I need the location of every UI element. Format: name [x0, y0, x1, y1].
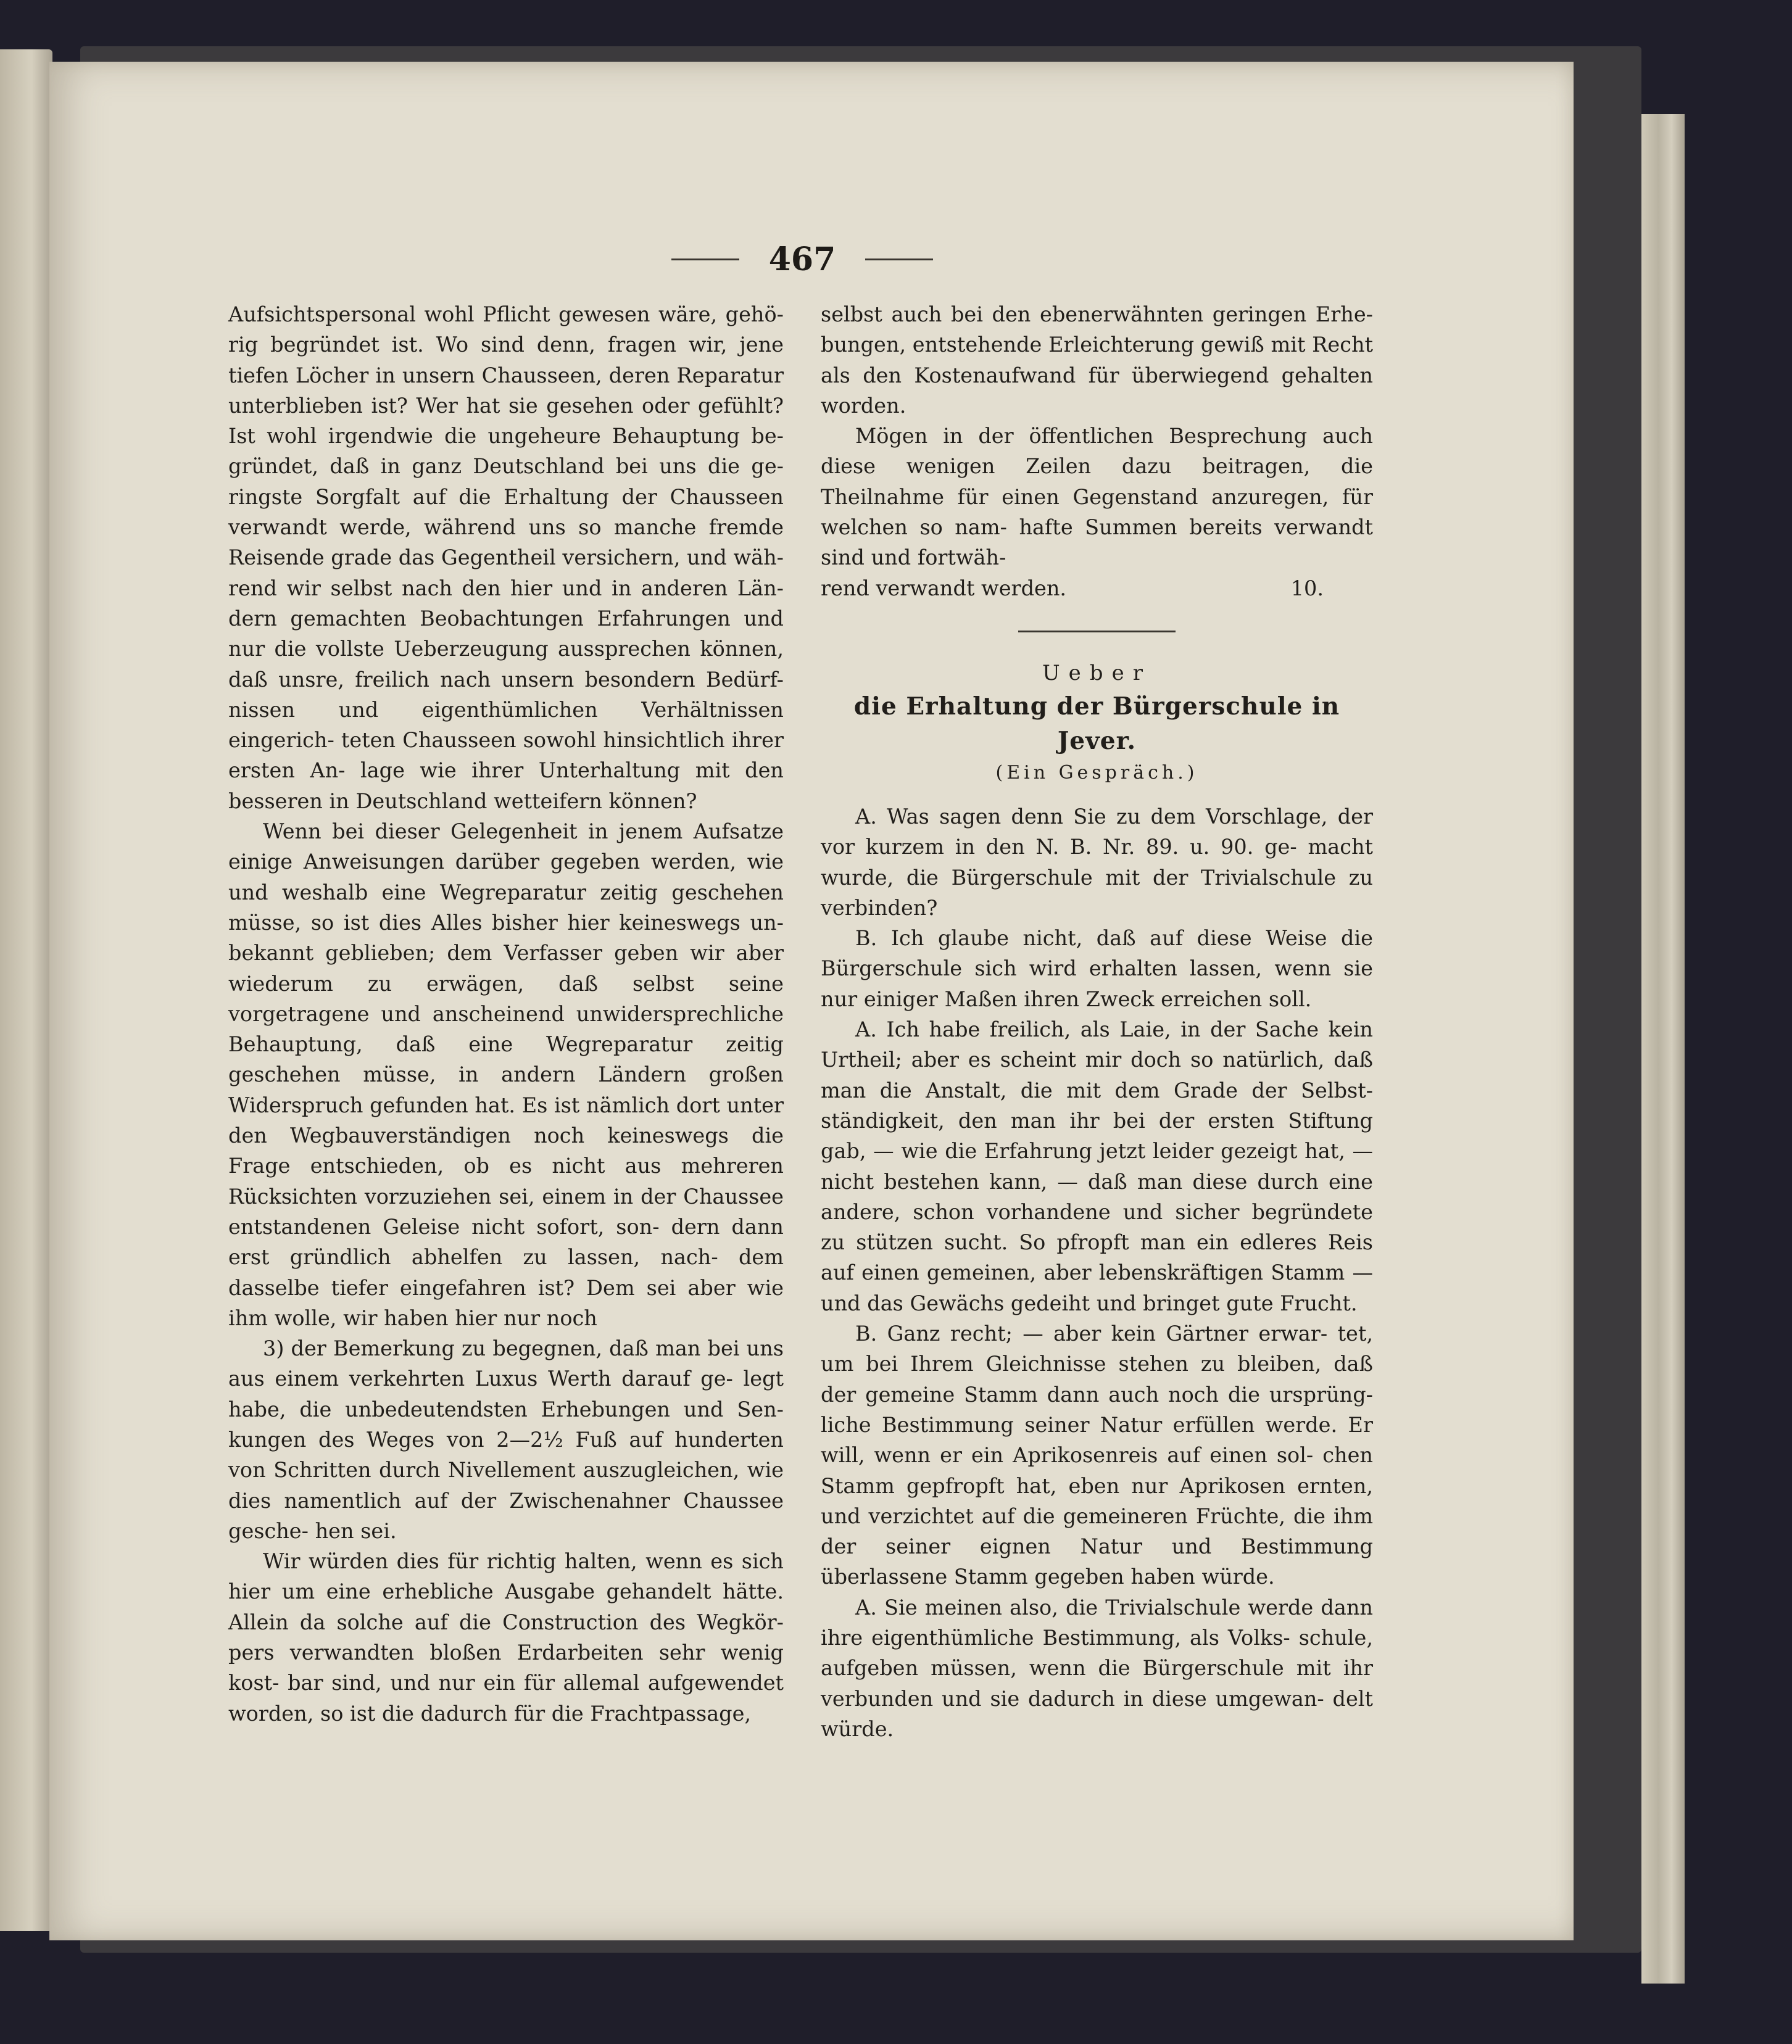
paragraph: selbst auch bei den ebenerwähnten geringen Erhe- bungen, entstehende Erleichterung gewiß mit Recht als den Kostenaufwand für überwiegend gehalten worden.: [821, 302, 1373, 418]
left-column: [228, 299, 784, 1729]
dialogue-paragraph: A. Was sagen denn Sie zu dem Vorschlage, der vor kurzem in den N. B. Nr. 89. u. 90. ge- macht wurde, die Bürgerschule mit der Trivialschule zu verbinden?: [821, 804, 1373, 920]
paragraph-end: rend verwandt werden.: [821, 576, 1067, 600]
facing-page-edge: [0, 49, 52, 1931]
dialogue-paragraph: B. Ich glaube nicht, daß auf diese Weise die Bürgerschule sich wird erhalten lassen, wenn sie nur einiger Maßen ihren Zweck erreichen soll.: [821, 926, 1373, 1011]
paragraph: Wenn bei dieser Gelegenheit in jenem Aufsatze einige Anweisungen darüber gegeben werden, wie und weshalb eine Wegreparatur zeitig geschehen müsse, so ist dies Alles bisher hier keineswegs un- bekannt geblieben; dem Verfasser geben wir aber wiederum zu erwägen, daß selbst seine vorgetragene und anscheinend unwidersprechliche Behauptung, daß eine Wegreparatur zeitig geschehen müsse, in andern Ländern großen Widerspruch gefunden hat. Es ist nämlich dort unter den Wegbauverständigen noch keineswegs die Frage entschieden, ob es nicht aus mehreren Rücksichten vorzuziehen sei, einem in der Chaussee entstandenen Geleise nicht sofort, son- dern dann erst gründlich abhelfen zu lassen, nach- dem dasselbe tiefer eingefahren ist? Dem sei aber wie ihm wolle, wir haben hier nur noch: [228, 819, 784, 1330]
article-subtitle: (Ein Gespräch.): [995, 761, 1198, 784]
dialogue-paragraph: A. Sie meinen also, die Trivialschule werde dann ihre eigenthümliche Bestimmung, als Volks- schule, aufgeben müssen, wenn die Bürgerschule mit ihr verbunden und sie dadurch in diese umgewan- delt würde.: [821, 1595, 1373, 1741]
right-column: [821, 299, 1373, 1744]
paragraph: Mögen in der öffentlichen Besprechung auch diese wenigen Zeilen dazu beitragen, die Theilnahme für einen Gegenstand anzuregen, für welchen so nam- hafte Summen bereits verwandt sind und fortwäh-: [821, 424, 1373, 570]
author-signature: 10.: [1290, 576, 1324, 600]
dialogue-paragraph: B. Ganz recht; — aber kein Gärtner erwar- tet, um bei Ihrem Gleichnisse stehen zu bleiben, daß der gemeine Stamm dann auch noch die ursprüng- liche Bestimmung seiner Natur erfüllen werde. Er will, wenn er ein Aprikosenreis auf einen sol- chen Stamm gepfropft hat, eben nur Aprikosen ernten, und verzichtet auf die gemeineren Früchte, die ihm der seiner eignen Natur und Bestimmung überlassene Stamm gegeben haben würde.: [821, 1322, 1373, 1589]
paragraph: Aufsichtspersonal wohl Pflicht gewesen wäre, gehö- rig begründet ist. Wo sind denn, fragen wir, jene tiefen Löcher in unsern Chausseen, deren Reparatur unterblieben ist? Wer hat sie gesehen oder gefühlt? Ist wohl irgendwie die ungeheure Behauptung be- gründet, daß in ganz Deutschland bei uns die ge- ringste Sorgfalt auf die Erhaltung der Chausseen verwandt werde, während uns so manche fremde Reisende grade das Gegentheil versichern, und wäh- rend wir selbst nach den hier und in anderen Län- dern gemachten Beobachtungen Erfahrungen und nur die vollste Ueberzeugung aussprechen können, daß unsre, freilich nach unsern besondern Bedürf- nissen und eigenthümlichen Verhältnissen eingerich- teten Chausseen sowohl hinsichtlich ihrer ersten An- lage wie ihrer Unterhaltung mit den besseren in Deutschland wetteifern können?: [228, 302, 784, 813]
header-rule-left: [671, 259, 739, 260]
page-number: 467: [768, 240, 836, 278]
page-header: [648, 238, 956, 281]
article-title-prefix: Ueber: [1042, 660, 1151, 685]
section-separator: [1018, 631, 1176, 632]
header-rule-right: [865, 259, 933, 260]
dialogue-paragraph: A. Ich habe freilich, als Laie, in der Sache kein Urtheil; aber es scheint mir doch so natürlich, daß man die Anstalt, die mit dem Grade der Selbst- ständigkeit, den man ihr bei der ersten Stiftung gab, — wie die Erfahrung jetzt leider gezeigt hat, — nicht bestehen kann, — daß man diese durch eine andere, schon vorhandene und sicher begründete zu stützen sucht. So pfropft man ein edleres Reis auf einen gemeinen, aber lebenskräftigen Stamm — und das Gewächs gedeiht und bringet gute Frucht.: [821, 1017, 1373, 1315]
paragraph: Wir würden dies für richtig halten, wenn es sich hier um eine erhebliche Ausgabe gehandelt hätte. Allein da solche auf die Construction des Wegkör- pers verwandten bloßen Erdarbeiten sehr wenig kost- bar sind, und nur ein für allemal aufgewendet worden, so ist die dadurch für die Frachtpassage,: [228, 1549, 784, 1726]
article-title: die Erhaltung der Bürgerschule in Jever.: [853, 692, 1340, 755]
closing-line: [821, 573, 1373, 603]
page-block-edge: [1641, 114, 1685, 1984]
paragraph: 3) der Bemerkung zu begegnen, daß man bei uns aus einem verkehrten Luxus Werth darauf ge- legt habe, die unbedeutendsten Erhebungen und Sen- kungen des Weges von 2—2½ Fuß auf hunderten von Schritten durch Nivellement auszugleichen, wie dies namentlich auf der Zwischenahner Chaussee gesche- hen sei.: [228, 1336, 784, 1543]
